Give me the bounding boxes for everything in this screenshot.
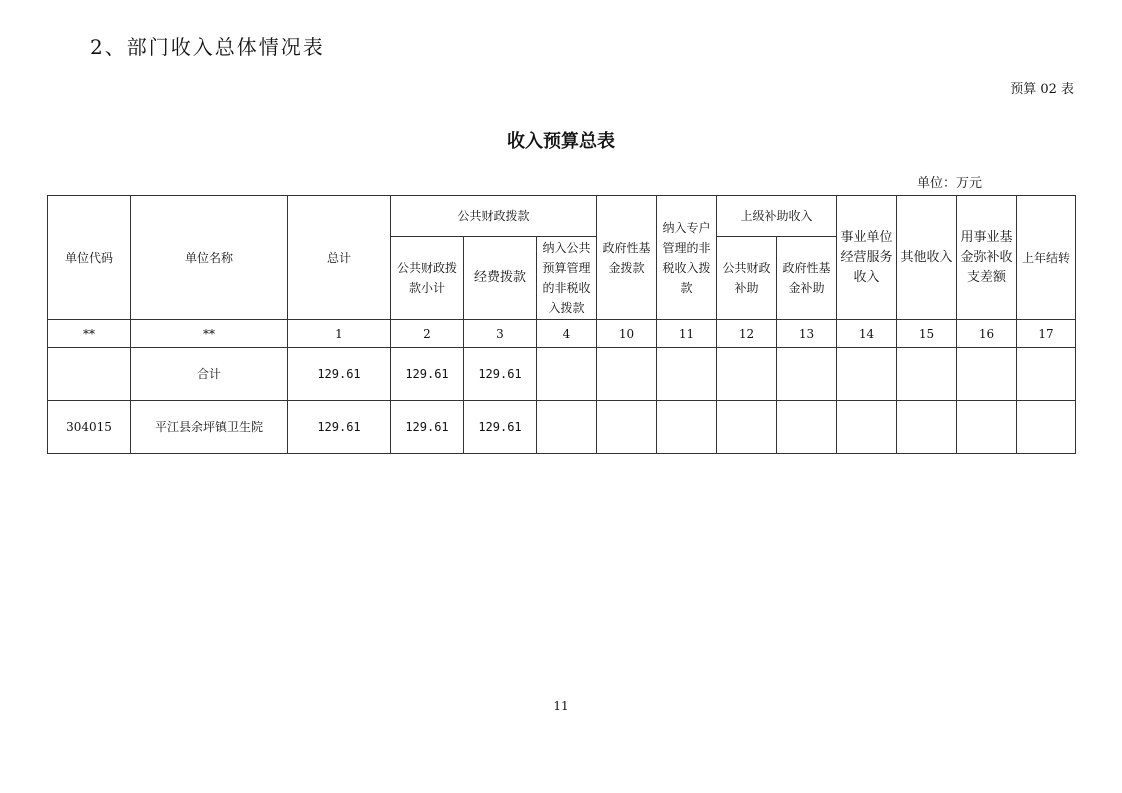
index-cell: 14 [837, 320, 897, 348]
value-cell [957, 401, 1017, 454]
table-row-total [48, 348, 1076, 401]
value-cell: 129.61 [391, 401, 464, 454]
header-gov-fund-allocation: 政府性基金拨款 [597, 196, 657, 320]
value-cell [837, 401, 897, 454]
value-cell [897, 401, 957, 454]
index-cell: 11 [657, 320, 717, 348]
value-cell [717, 401, 777, 454]
value-cell: 129.61 [464, 348, 537, 401]
header-prior-year-carryover: 上年结转 [1017, 196, 1076, 320]
header-other-income: 其他收入 [897, 196, 957, 320]
form-number: 预算 02 表 [1010, 82, 1074, 97]
value-cell: 129.61 [391, 348, 464, 401]
header-business-service-income: 事业单位经营服务收入 [837, 196, 897, 320]
index-cell: 16 [957, 320, 1017, 348]
header-gov-fund-subsidy: 政府性基金补助 [777, 237, 837, 320]
value-cell: 129.61 [288, 401, 391, 454]
value-cell [657, 348, 717, 401]
value-cell [957, 348, 1017, 401]
header-funding-allocation: 经费拨款 [464, 237, 537, 320]
value-cell [597, 401, 657, 454]
header-superior-subsidy-group: 上级补助收入 [717, 196, 837, 237]
unit-code-cell: 304015 [48, 401, 131, 454]
index-cell: 3 [464, 320, 537, 348]
table-title: 收入预算总表 [507, 131, 615, 152]
value-cell [777, 401, 837, 454]
income-budget-table [47, 195, 1076, 454]
unit-name-cell: 平江县余坪镇卫生院 [131, 401, 288, 454]
value-cell [1017, 348, 1076, 401]
index-cell: 10 [597, 320, 657, 348]
unit-name-cell: 合计 [131, 348, 288, 401]
index-row [48, 320, 1076, 348]
value-cell [837, 348, 897, 401]
header-non-tax-special-account: 纳入专户管理的非税收入拨款 [657, 196, 717, 320]
page-number: 11 [553, 699, 569, 713]
header-public-finance-subtotal: 公共财政拨款小计 [391, 237, 464, 320]
value-cell [597, 348, 657, 401]
header-reserve-fund-offset: 用事业基金弥补收支差额 [957, 196, 1017, 320]
index-cell: ** [131, 320, 288, 348]
index-cell: 17 [1017, 320, 1076, 348]
header-public-finance-group: 公共财政拨款 [391, 196, 597, 237]
index-cell: 12 [717, 320, 777, 348]
index-cell: 13 [777, 320, 837, 348]
header-row-1 [48, 196, 1076, 237]
table-row [48, 401, 1076, 454]
header-total: 总计 [288, 196, 391, 320]
section-heading: 2、部门收入总体情况表 [90, 35, 325, 59]
value-cell [717, 348, 777, 401]
value-cell [897, 348, 957, 401]
value-cell [657, 401, 717, 454]
unit-label: 单位：万元 [917, 176, 983, 191]
index-cell: 15 [897, 320, 957, 348]
value-cell [777, 348, 837, 401]
header-non-tax-public-budget: 纳入公共预算管理的非税收入拨款 [537, 237, 597, 320]
index-cell: 2 [391, 320, 464, 348]
header-unit-name: 单位名称 [131, 196, 288, 320]
index-cell: ** [48, 320, 131, 348]
unit-code-cell [48, 348, 131, 401]
value-cell [1017, 401, 1076, 454]
header-public-finance-subsidy: 公共财政补助 [717, 237, 777, 320]
header-unit-code: 单位代码 [48, 196, 131, 320]
index-cell: 4 [537, 320, 597, 348]
value-cell [537, 348, 597, 401]
value-cell [537, 401, 597, 454]
value-cell: 129.61 [288, 348, 391, 401]
value-cell: 129.61 [464, 401, 537, 454]
index-cell: 1 [288, 320, 391, 348]
